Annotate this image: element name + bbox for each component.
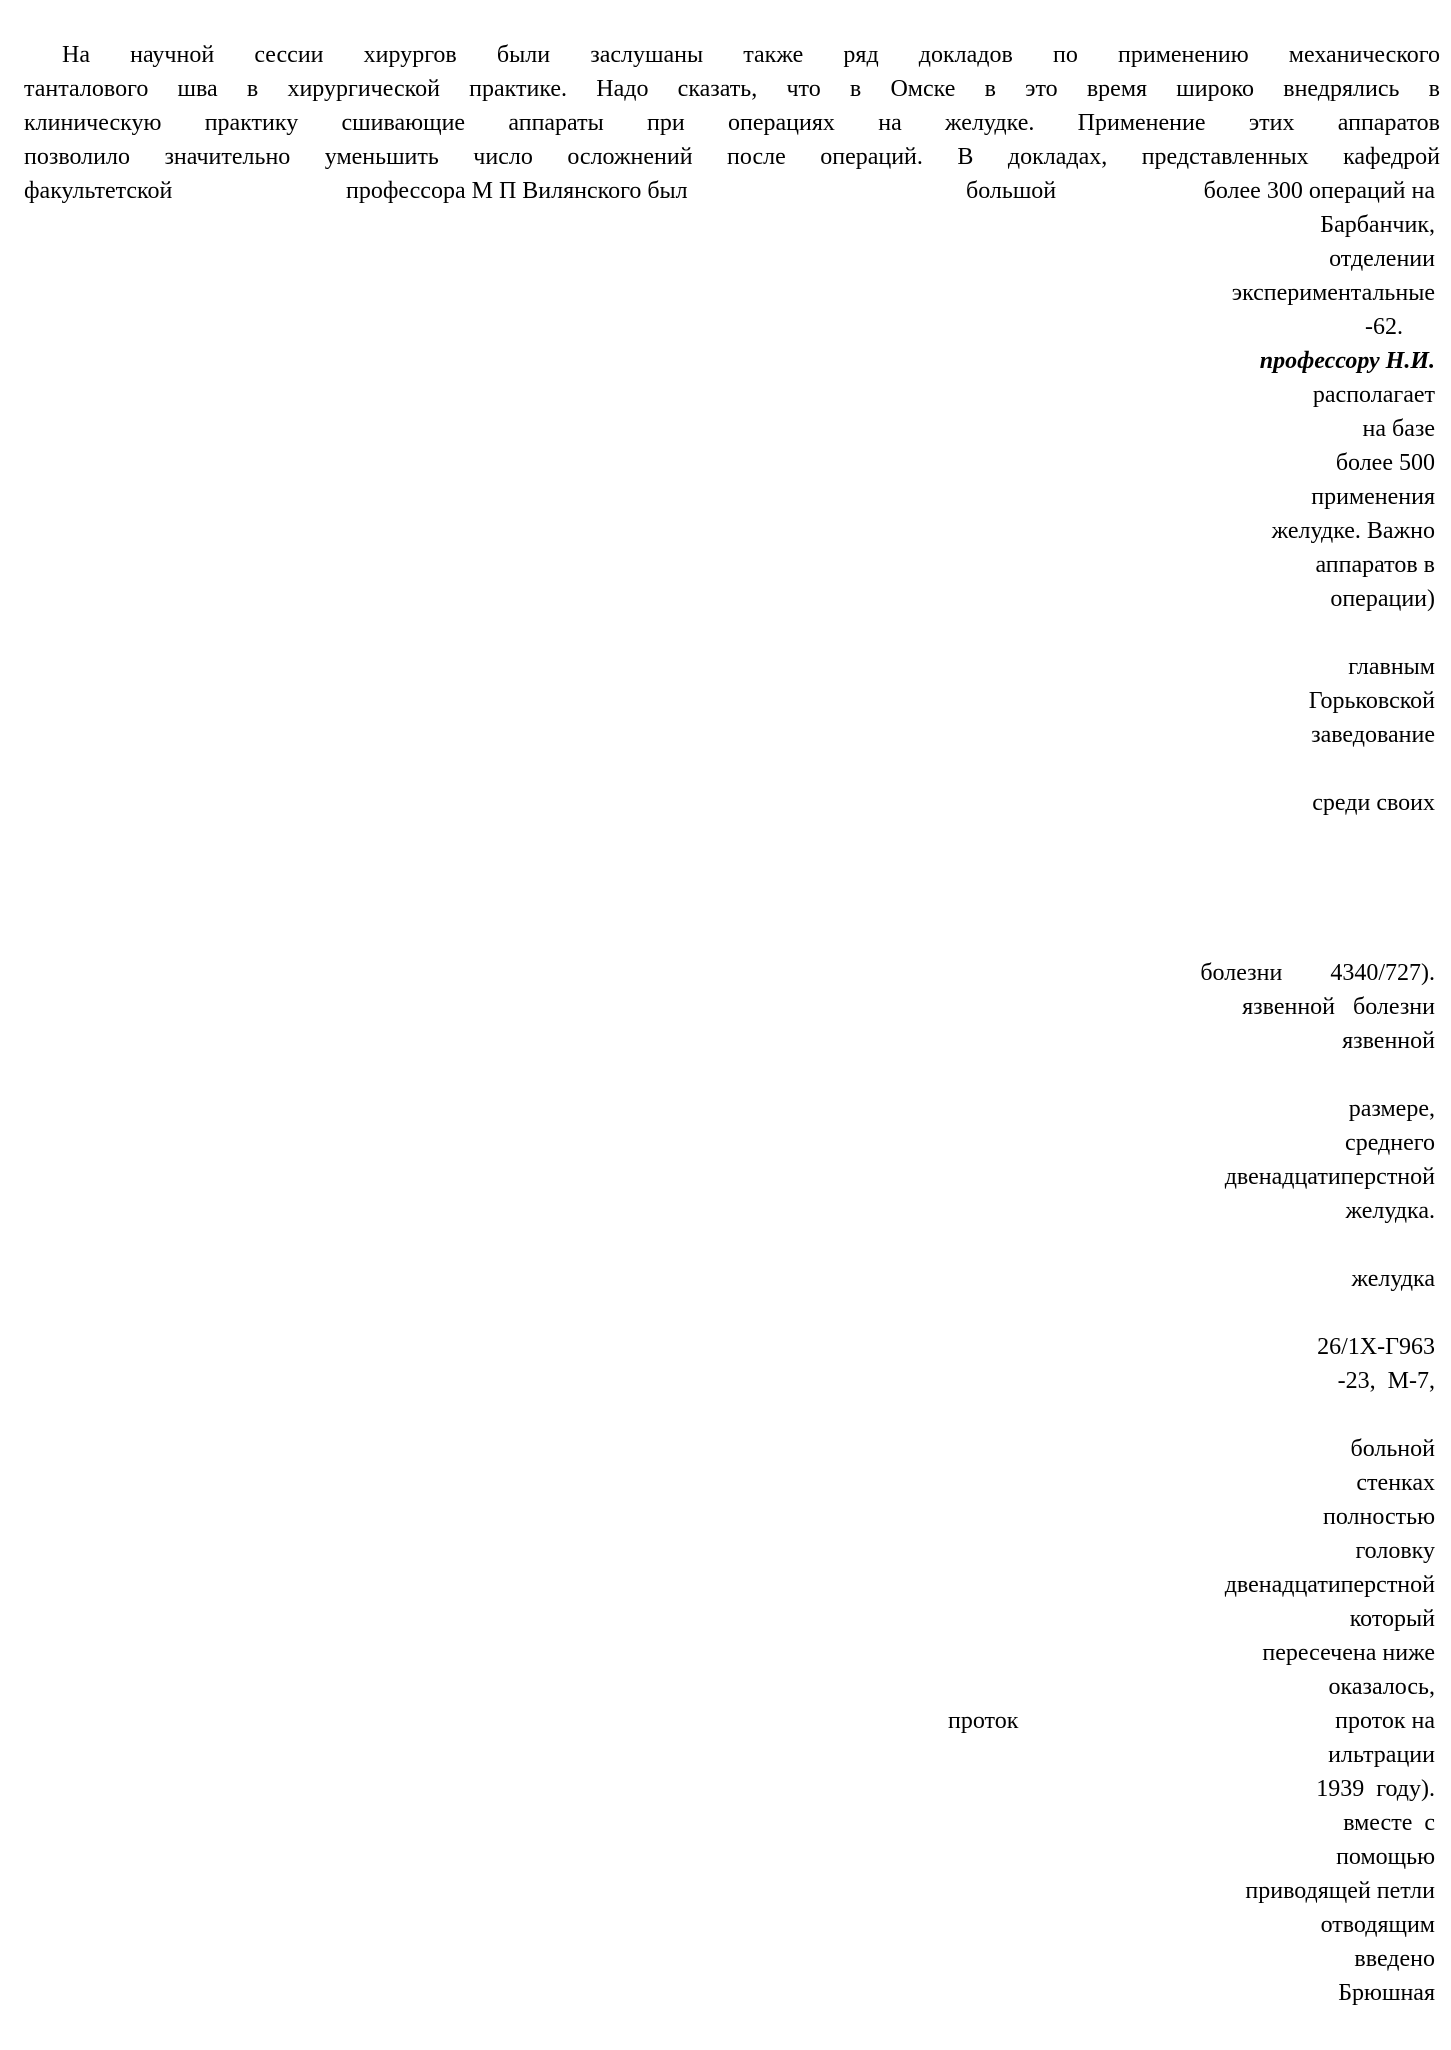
right-fragment: 1939 году). xyxy=(1316,1776,1435,1802)
right-fragment: стенках xyxy=(1356,1470,1435,1496)
right-fragment: двенадцатиперстной xyxy=(1224,1572,1435,1598)
right-fragment: желудке. Важно xyxy=(1271,518,1435,544)
paragraph-line-1: На научной сессии хирургов были заслушаны также ряд докладов по применению механического xyxy=(62,42,1440,68)
right-fragment: оказалось, xyxy=(1328,1674,1435,1700)
right-fragment: Барбанчик, xyxy=(1320,212,1435,238)
right-fragment: язвенной xyxy=(1342,1028,1435,1054)
right-fragment: ильтрации xyxy=(1328,1742,1435,1768)
right-fragment: двенадцатиперстной xyxy=(1224,1164,1435,1190)
right-fragment: приводящей петли xyxy=(1245,1878,1435,1904)
right-fragment: язвенной болезни xyxy=(1242,994,1435,1020)
right-fragment: который xyxy=(1349,1606,1435,1632)
right-fragment: более 500 xyxy=(1335,450,1435,476)
right-fragment: аппаратов в xyxy=(1315,552,1435,578)
right-fragment: -62. xyxy=(1365,314,1403,340)
line5-fragment-3: большой xyxy=(966,178,1057,204)
right-fragment: применения xyxy=(1311,484,1435,510)
right-fragment: Брюшная xyxy=(1338,1980,1435,2006)
paragraph-line-3: клиническую практику сшивающие аппараты при операциях на желудке. Применение этих аппаратов xyxy=(24,110,1440,136)
paragraph-line-2: танталового шва в хирургической практике. Надо сказать, что в Омске в это время широко внедрялись в xyxy=(24,76,1440,102)
right-fragment: отводящим xyxy=(1320,1912,1435,1938)
right-fragment: Горьковской xyxy=(1308,688,1435,714)
line5-fragment-2: профессора М П Вилянского был xyxy=(346,178,688,204)
right-fragment: главным xyxy=(1348,654,1435,680)
right-fragment: полностью xyxy=(1323,1504,1435,1530)
paragraph-line-4: позволило значительно уменьшить число осложнений после операций. В докладах, представленных кафедрой xyxy=(24,144,1440,170)
right-fragment: на базе xyxy=(1362,416,1435,442)
right-fragment: среднего xyxy=(1345,1130,1435,1156)
right-fragment: пересечена ниже xyxy=(1262,1640,1435,1666)
right-fragment: размере, xyxy=(1348,1096,1435,1122)
right-fragment: болезни 4340/727). xyxy=(1200,960,1435,986)
right-fragment: желудка xyxy=(1351,1266,1435,1292)
line5-fragment-4: более 300 операций на xyxy=(1203,178,1435,204)
right-fragment: введено xyxy=(1354,1946,1435,1972)
right-fragment: желудка. xyxy=(1345,1198,1435,1224)
line5-fragment-1: факультетской xyxy=(24,178,173,204)
right-fragment: вместе с xyxy=(1343,1810,1435,1836)
right-fragment: -23, М-7, xyxy=(1337,1368,1435,1394)
right-fragment: проток на xyxy=(1335,1708,1435,1734)
right-fragment: среди своих xyxy=(1312,790,1435,816)
right-fragment: экспериментальные xyxy=(1231,280,1435,306)
right-fragment-emphasis: профессору Н.И. xyxy=(1259,348,1435,374)
right-fragment: располагает xyxy=(1312,382,1435,408)
right-fragment: операции) xyxy=(1330,586,1435,612)
stray-fragment: проток xyxy=(948,1708,1019,1734)
right-fragment: 26/1Х-Г963 xyxy=(1317,1334,1435,1360)
right-fragment: головку xyxy=(1355,1538,1435,1564)
right-fragment: помощью xyxy=(1336,1844,1435,1870)
right-fragment: заведование xyxy=(1311,722,1435,748)
right-fragment: больной xyxy=(1350,1436,1435,1462)
right-fragment: отделении xyxy=(1329,246,1435,272)
